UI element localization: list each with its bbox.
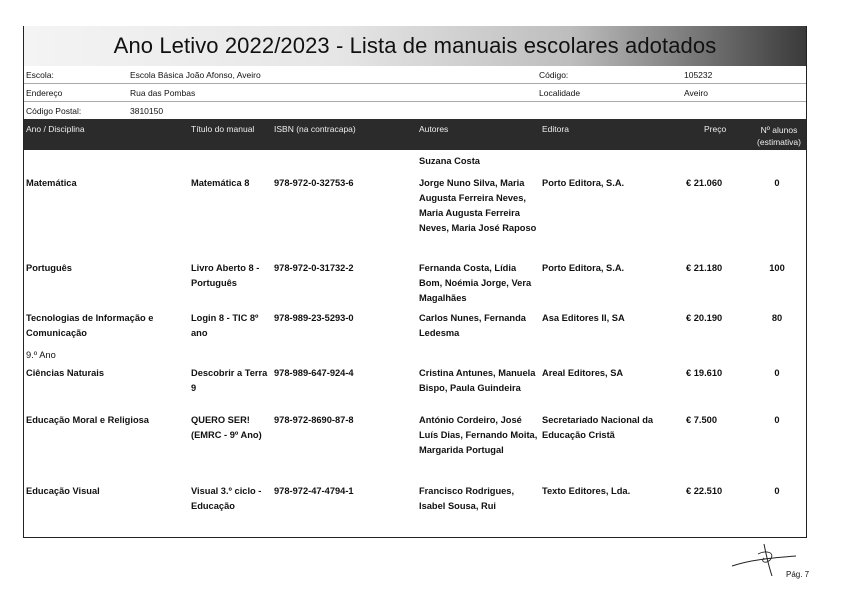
row-alunos: 0	[774, 486, 780, 496]
row-isbn: 978-972-47-4794-1	[274, 486, 354, 496]
group-label: 9.º Ano	[26, 350, 56, 360]
table-row	[24, 311, 806, 346]
row-editora: Areal Editores, SA	[542, 368, 624, 378]
table-body	[24, 150, 806, 524]
row-disciplina: Ciências Naturais	[26, 368, 105, 378]
row-alunos: 80	[771, 313, 783, 323]
row-disciplina: Matemática	[26, 178, 77, 188]
row-alunos: 0	[774, 415, 780, 425]
continuation-author: Suzana Costa	[419, 156, 480, 166]
cp-value: 3810150	[130, 106, 164, 116]
info-row-escola	[24, 66, 806, 84]
row-alunos: 0	[774, 178, 780, 188]
row-preco: € 7.500	[686, 415, 718, 425]
row-titulo: Livro Aberto 8 - Português	[191, 263, 260, 288]
row-disciplina: Educação Visual	[26, 486, 100, 496]
codigo-label: Código:	[539, 70, 569, 80]
row-titulo: Descobrir a Terra 9	[191, 368, 268, 393]
escola-label: Escola:	[26, 70, 54, 80]
table-row	[24, 176, 806, 261]
row-isbn: 978-989-23-5293-0	[274, 313, 354, 323]
row-autores: Cristina Antunes, Manuela Bispo, Paula Guindeira	[419, 368, 536, 393]
cp-label: Código Postal:	[26, 106, 82, 116]
col-titulo: Título do manual	[191, 124, 255, 134]
row-preco: € 21.060	[686, 178, 723, 188]
row-isbn: 978-972-0-32753-6	[274, 178, 354, 188]
row-isbn: 978-972-8690-87-8	[274, 415, 354, 425]
row-editora: Secretariado Nacional da Educação Cristã	[542, 415, 654, 440]
col-editora: Editora	[542, 124, 569, 134]
row-preco: € 21.180	[686, 263, 723, 273]
table-row	[24, 484, 806, 524]
row-disciplina: Português	[26, 263, 72, 273]
row-preco: € 20.190	[686, 313, 723, 323]
row-disciplina: Tecnologias de Informação e Comunicação	[26, 313, 154, 338]
row-isbn: 978-989-647-924-4	[274, 368, 354, 378]
document-title: Ano Letivo 2022/2023 - Lista de manuais escolares adotados	[113, 33, 717, 58]
row-titulo: Login 8 - TIC 8º ano	[191, 313, 259, 338]
info-row-endereco	[24, 84, 806, 102]
localidade-value: Aveiro	[684, 88, 708, 98]
endereco-label: Endereço	[26, 88, 63, 98]
row-titulo: Matemática 8	[191, 178, 250, 188]
codigo-value: 105232	[684, 70, 713, 80]
group-row	[24, 346, 806, 366]
table-row	[24, 261, 806, 311]
col-isbn: ISBN (na contracapa)	[274, 124, 356, 134]
row-editora: Texto Editores, Lda.	[542, 486, 631, 496]
row-disciplina: Educação Moral e Religiosa	[26, 415, 149, 425]
endereco-value: Rua das Pombas	[130, 88, 196, 98]
continuation-row	[24, 150, 806, 176]
row-titulo: QUERO SER! (EMRC - 9º Ano)	[191, 415, 262, 440]
info-row-cp	[24, 102, 806, 119]
manuals-list-sheet	[23, 26, 807, 538]
row-autores: Jorge Nuno Silva, Maria Augusta Ferreira Neves, Maria Augusta Ferreira Neves, Maria José Raposo	[419, 178, 537, 233]
col-preco: Preço	[704, 124, 727, 134]
row-editora: Asa Editores II, SA	[542, 313, 625, 323]
row-titulo: Visual 3.º ciclo - Educação	[191, 486, 262, 511]
row-autores: Carlos Nunes, Fernanda Ledesma	[419, 313, 526, 338]
col-autores: Autores	[419, 124, 449, 134]
row-alunos: 100	[769, 263, 785, 273]
title-bar	[24, 26, 806, 66]
row-autores: Fernanda Costa, Lídia Bom, Noémia Jorge, Vera Magalhães	[419, 263, 532, 303]
table-row	[24, 366, 806, 413]
row-autores: Francisco Rodrigues, Isabel Sousa, Rui	[419, 486, 515, 511]
localidade-label: Localidade	[539, 88, 581, 98]
row-alunos: 0	[774, 368, 780, 378]
table-row	[24, 413, 806, 484]
page-number: Pág. 7	[786, 570, 810, 579]
row-editora: Porto Editora, S.A.	[542, 263, 625, 273]
row-editora: Porto Editora, S.A.	[542, 178, 625, 188]
row-isbn: 978-972-0-31732-2	[274, 263, 354, 273]
row-preco: € 19.610	[686, 368, 723, 378]
row-preco: € 22.510	[686, 486, 723, 496]
col-alunos: Nº alunos (estimativa)	[757, 125, 801, 147]
table-header	[24, 119, 806, 150]
row-autores: António Cordeiro, José Luís Dias, Fernando Moita, Margarida Portugal	[419, 415, 538, 455]
escola-value: Escola Básica João Afonso, Aveiro	[130, 70, 261, 80]
col-disciplina: Ano / Disciplina	[26, 124, 85, 134]
